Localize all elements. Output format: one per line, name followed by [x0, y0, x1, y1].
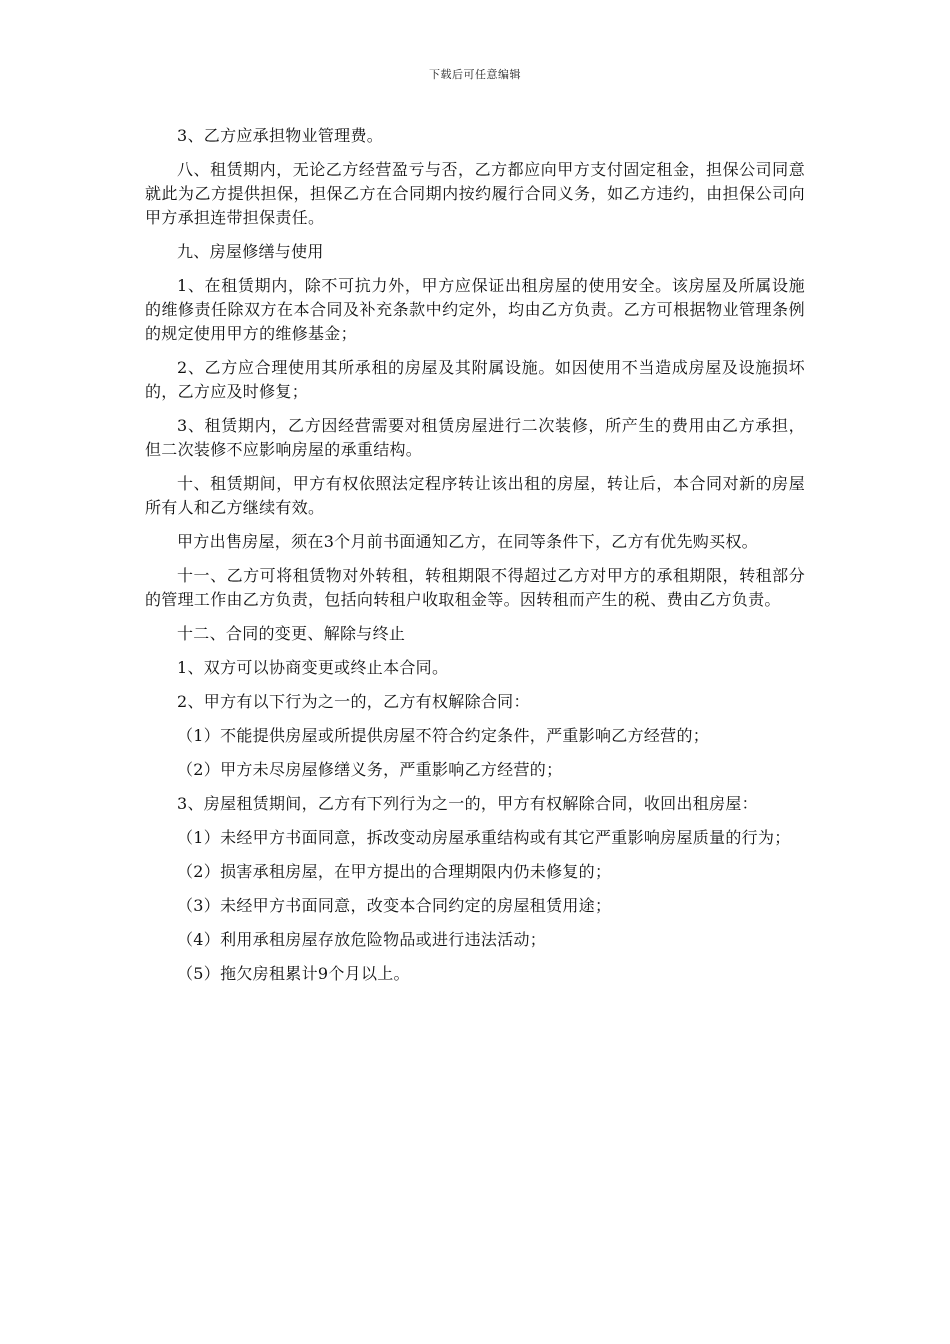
paragraph-article-9-item-1: 1、在租赁期内，除不可抗力外，甲方应保证出租房屋的使用安全。该房屋及所属设施的维修责任除双方在本合同及补充条款中约定外，均由乙方负责。乙方可根据物业管理条例的规定使用甲方的维修基金；	[145, 276, 805, 343]
paragraph-article-10-sale-notice: 甲方出售房屋，须在3个月前书面通知乙方，在同等条件下，乙方有优先购买权。	[177, 532, 758, 551]
paragraph-article-12-item-2-sub-1: （1）不能提供房屋或所提供房屋不符合约定条件，严重影响乙方经营的；	[177, 726, 710, 745]
paragraph-article-11-sublease: 十一、乙方可将租赁物对外转租，转租期限不得超过乙方对甲方的承租期限，转租部分的管理工作由乙方负责，包括向转租户收取租金等。因转租而产生的税、费由乙方负责。	[145, 566, 805, 609]
paragraph-article-12-item-3-sub-5: （5）拖欠房租累计9个月以上。	[177, 964, 410, 983]
paragraph-article-12-item-3-sub-3: （3）未经甲方书面同意，改变本合同约定的房屋租赁用途；	[177, 896, 612, 915]
page-header-note: 下载后可任意编辑	[429, 68, 521, 81]
document-body	[145, 124, 805, 996]
paragraph-clause-3-property-fee: 3、乙方应承担物业管理费。	[177, 126, 384, 145]
paragraph-article-12-item-3-sub-1: （1）未经甲方书面同意，拆改变动房屋承重结构或有其它严重影响房屋质量的行为；	[177, 828, 791, 847]
paragraph-article-8-guarantee: 八、租赁期内，无论乙方经营盈亏与否，乙方都应向甲方支付固定租金，担保公司同意就此为乙方提供担保，担保乙方在合同期内按约履行合同义务，如乙方违约，由担保公司向甲方承担连带担保责任。	[145, 160, 805, 227]
paragraph-article-12-heading: 十二、合同的变更、解除与终止	[177, 624, 406, 643]
paragraph-article-12-item-2-sub-2: （2）甲方未尽房屋修缮义务，严重影响乙方经营的；	[177, 760, 563, 779]
paragraph-article-9-item-3: 3、租赁期内，乙方因经营需要对租赁房屋进行二次装修，所产生的费用由乙方承担，但二次装修不应影响房屋的承重结构。	[145, 416, 805, 459]
paragraph-article-12-item-3: 3、房屋租赁期间，乙方有下列行为之一的，甲方有权解除合同，收回出租房屋：	[177, 794, 758, 813]
paragraph-article-9-item-2: 2、乙方应合理使用其所承租的房屋及其附属设施。如因使用不当造成房屋及设施损坏的，乙方应及时修复；	[145, 358, 805, 401]
paragraph-article-12-item-1: 1、双方可以协商变更或终止本合同。	[177, 658, 449, 677]
paragraph-article-12-item-3-sub-4: （4）利用承租房屋存放危险物品或进行违法活动；	[177, 930, 547, 949]
paragraph-article-12-item-2: 2、甲方有以下行为之一的，乙方有权解除合同：	[177, 692, 530, 711]
paragraph-article-10: 十、租赁期间，甲方有权依照法定程序转让该出租的房屋，转让后，本合同对新的房屋所有人和乙方继续有效。	[145, 474, 805, 517]
paragraph-article-9-heading: 九、房屋修缮与使用	[177, 242, 324, 261]
paragraph-article-12-item-3-sub-2: （2）损害承租房屋，在甲方提出的合理期限内仍未修复的；	[177, 862, 612, 881]
